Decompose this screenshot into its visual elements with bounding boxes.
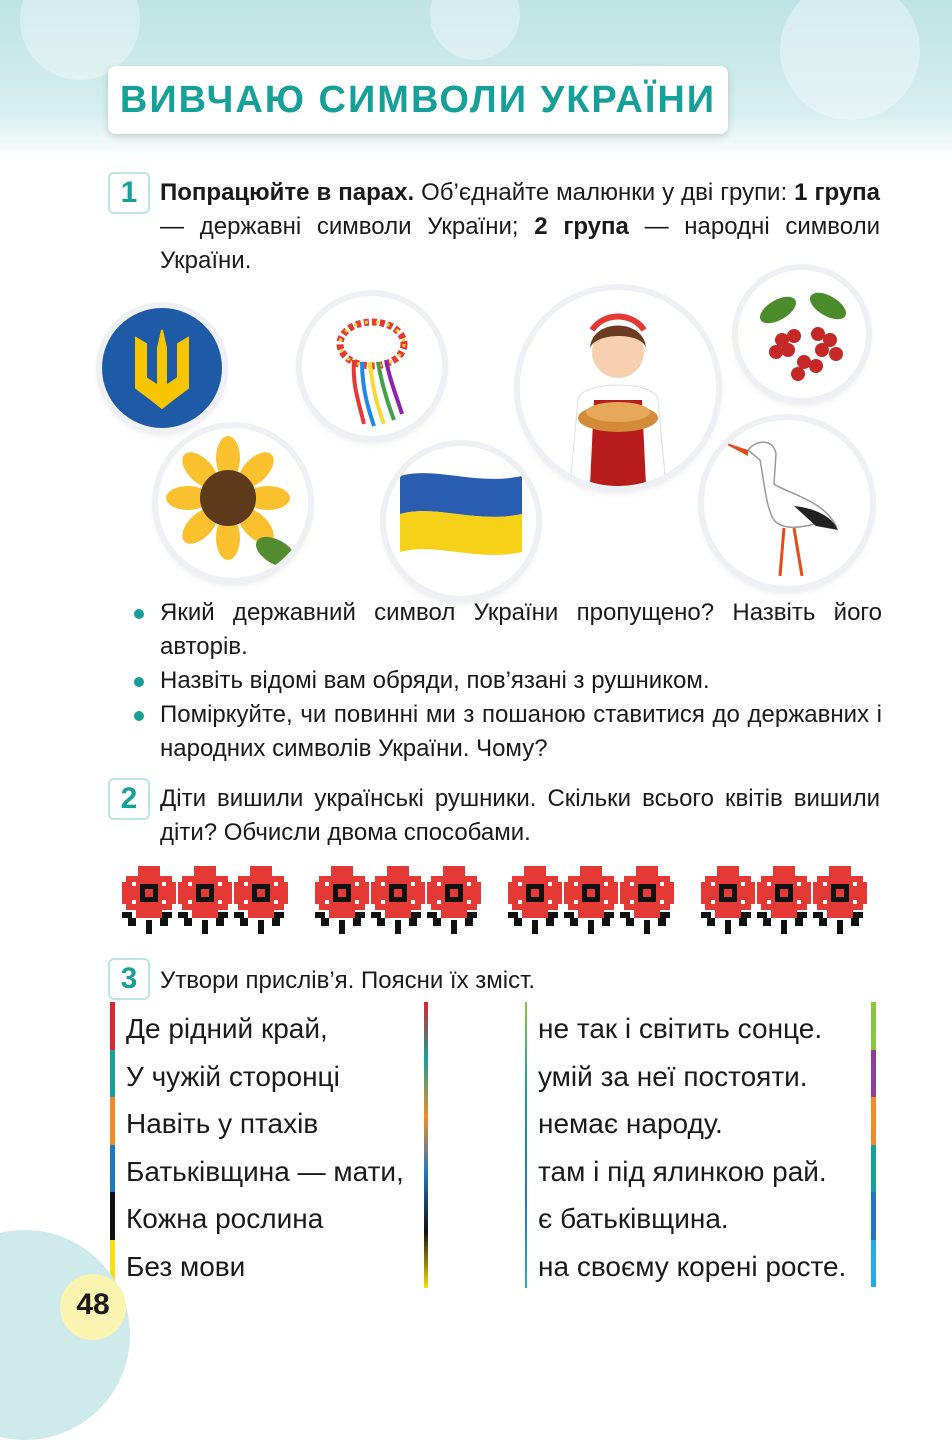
sunflower-circle: [158, 428, 308, 578]
group1-label: 1 група: [794, 179, 881, 206]
color-bar-segment: [110, 1145, 115, 1193]
embroidery-row: [118, 860, 878, 936]
color-bar-segment: [871, 1002, 876, 1050]
stork-icon: [704, 420, 870, 586]
group2-label: 2 група: [534, 213, 629, 240]
color-bar-segment: [110, 1097, 115, 1145]
question-list: [132, 596, 882, 766]
proverb-end[interactable]: на своєму корені росте.: [538, 1250, 847, 1282]
proverb-beginnings: [126, 1005, 404, 1290]
girl-with-bread-icon: [520, 290, 716, 486]
embroidered-flower-icon: [809, 860, 871, 936]
group2-text: — народні: [628, 213, 770, 240]
task-number-1: 1: [108, 172, 150, 214]
embroidered-flower-icon: [423, 860, 485, 936]
right-color-bar: [871, 1002, 876, 1287]
task1-text-part1: Об’єднайте малюнки у дві групи:: [414, 179, 788, 206]
embroidered-flower-icon: [504, 860, 566, 936]
proverb-start[interactable]: У чужій сторонці: [126, 1060, 340, 1092]
viburnum-circle: [738, 270, 866, 398]
wreath-circle: [302, 296, 442, 436]
left-color-bar: [110, 1002, 115, 1287]
coat-of-arms-circle: [102, 308, 222, 428]
title-box: [108, 66, 728, 134]
color-bar-segment: [110, 1050, 115, 1098]
proverb-start[interactable]: Без мови: [126, 1250, 246, 1282]
task-number-3: 3: [108, 958, 150, 1000]
proverb-endings: [538, 1005, 846, 1290]
color-bar-segment: [110, 1002, 115, 1050]
viburnum-berries-icon: [738, 270, 866, 398]
proverb-start[interactable]: Кожна рослина: [126, 1203, 324, 1234]
question-item: Назвіть відомі вам обряди, пов’язані з рушником.: [132, 664, 882, 698]
task1-lead: Попрацюйте в парах.: [160, 179, 415, 206]
sunflower-icon: [158, 428, 308, 578]
embroidered-flower-icon: [118, 860, 180, 936]
proverb-start[interactable]: Де рідний край,: [126, 1013, 328, 1044]
color-bar-segment: [871, 1050, 876, 1098]
stork-circle: [704, 420, 870, 586]
proverb-start[interactable]: Навіть у птахів: [126, 1108, 319, 1139]
question-item: Поміркуйте, чи повинні ми з пошаною ставитися до державних і народних символів України. Чому?: [132, 698, 882, 766]
color-bar-segment: [871, 1240, 876, 1288]
group1-text: — державні символи України;: [160, 213, 535, 240]
proverb-end[interactable]: там і під ялинкою рай.: [538, 1155, 827, 1187]
proverb-end[interactable]: умій за неї постояти.: [538, 1060, 808, 1092]
page-title: ВИВЧАЮ СИМВОЛИ УКРАЇНИ: [119, 79, 717, 121]
embroidered-flower-icon: [367, 860, 429, 936]
embroidered-flower-icon: [697, 860, 759, 936]
page-number: 48: [76, 1288, 110, 1321]
embroidered-flower-icon: [560, 860, 622, 936]
trident-icon: [102, 308, 222, 428]
embroidered-flower-icon: [616, 860, 678, 936]
embroidered-flower-icon: [230, 860, 292, 936]
color-bar-segment: [871, 1145, 876, 1193]
embroidered-flower-icon: [311, 860, 373, 936]
task1-text-part2: символи України.: [160, 213, 880, 274]
embroidered-flower-icon: [174, 860, 236, 936]
task2-text: Діти вишили українські рушники. Скільки всього квітів вишили діти? Обчисли двома способами.: [160, 785, 880, 846]
color-bar-segment: [871, 1192, 876, 1240]
proverb-end[interactable]: немає народу.: [538, 1108, 723, 1139]
task1-text: [160, 176, 880, 278]
flower-wreath-icon: [302, 296, 442, 436]
color-bar-segment: [110, 1192, 115, 1240]
proverb-end[interactable]: є батьківщина.: [538, 1203, 729, 1234]
flag-circle: [386, 446, 536, 596]
task3-text: Утвори прислів’я. Поясни їх зміст.: [160, 967, 536, 994]
right-column-divider: [525, 1002, 527, 1288]
girl-circle: [520, 290, 716, 486]
question-item: Який державний символ України пропущено? Назвіть його авторів.: [132, 596, 882, 664]
left-column-divider: [424, 1002, 428, 1288]
proverb-start[interactable]: Батьківщина — мати,: [126, 1155, 404, 1187]
color-bar-segment: [871, 1097, 876, 1145]
ukrainian-flag-icon: [386, 446, 536, 596]
embroidered-flower-icon: [753, 860, 815, 936]
task-number-2: 2: [108, 778, 150, 820]
proverb-end[interactable]: не так і світить сонце.: [538, 1013, 823, 1044]
